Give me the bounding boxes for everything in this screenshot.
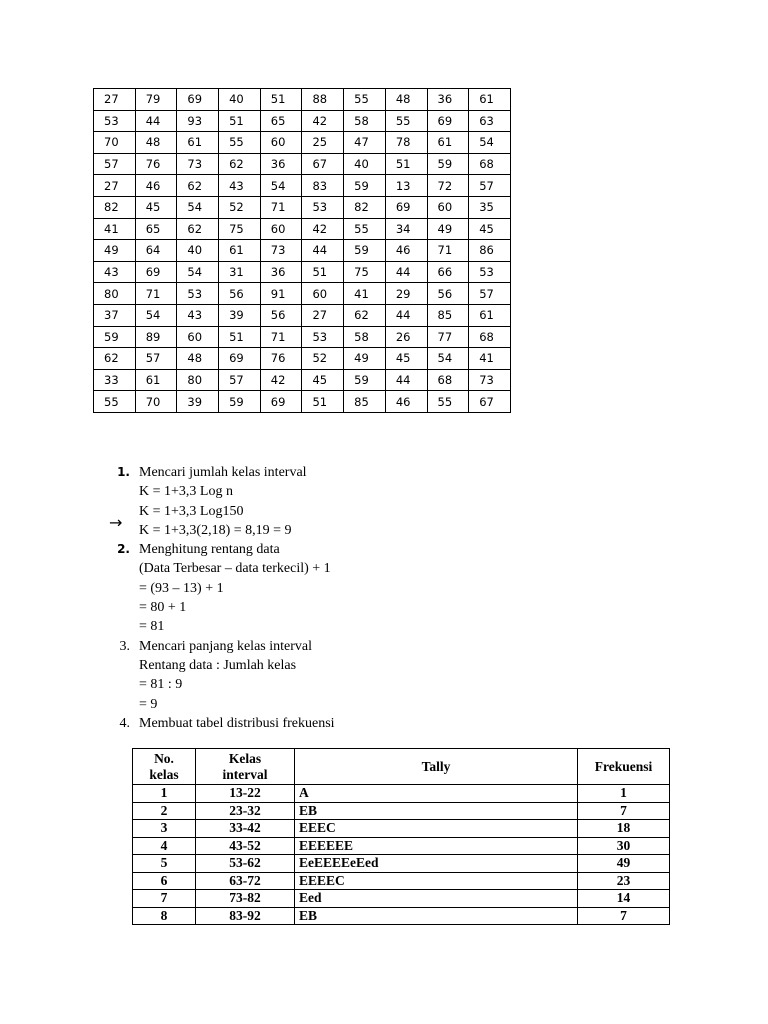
table-cell: 70: [135, 391, 177, 413]
cell-interval: 53-62: [196, 855, 295, 873]
table-cell: 41: [94, 218, 136, 240]
table-row: [94, 153, 511, 175]
table-cell: 78: [385, 132, 427, 154]
table-cell: 89: [135, 326, 177, 348]
table-cell: 54: [177, 261, 219, 283]
table-row: [133, 802, 670, 820]
cell-no: 7: [133, 890, 196, 908]
table-cell: 71: [260, 326, 302, 348]
table-row: [94, 218, 511, 240]
table-cell: 57: [94, 153, 136, 175]
table-cell: 52: [219, 196, 261, 218]
table-cell: 41: [344, 283, 386, 305]
table-cell: 56: [427, 283, 469, 305]
cell-no: 8: [133, 907, 196, 925]
table-cell: 53: [302, 196, 344, 218]
table-cell: 59: [344, 175, 386, 197]
step-line: = 80 + 1: [139, 600, 187, 616]
table-row: [94, 132, 511, 154]
table-cell: 45: [302, 369, 344, 391]
table-cell: 83: [302, 175, 344, 197]
step-line: (Data Terbesar – data terkecil) + 1: [139, 561, 331, 577]
header-text: interval: [222, 766, 268, 782]
table-cell: 42: [302, 218, 344, 240]
table-cell: 82: [94, 196, 136, 218]
table-cell: 48: [177, 348, 219, 370]
cell-tally: A: [295, 785, 578, 803]
step-number: 4.: [119, 715, 130, 731]
table-cell: 68: [469, 326, 511, 348]
table-cell: 59: [427, 153, 469, 175]
cell-frek: 7: [578, 802, 670, 820]
table-cell: 55: [344, 89, 386, 111]
table-row: [94, 196, 511, 218]
table-cell: 39: [177, 391, 219, 413]
table-cell: 56: [260, 304, 302, 326]
table-cell: 72: [427, 175, 469, 197]
table-cell: 55: [385, 110, 427, 132]
table-cell: 82: [344, 196, 386, 218]
table-cell: 53: [177, 283, 219, 305]
table-row: [94, 304, 511, 326]
table-cell: 75: [344, 261, 386, 283]
table-cell: 42: [302, 110, 344, 132]
raw-data-table: [93, 88, 511, 413]
cell-tally: EB: [295, 802, 578, 820]
table-cell: 54: [469, 132, 511, 154]
cell-tally: EB: [295, 907, 578, 925]
cell-no: 6: [133, 872, 196, 890]
cell-frek: 1: [578, 785, 670, 803]
step-line: = 9: [139, 696, 158, 712]
table-cell: 51: [302, 261, 344, 283]
steps-list: [108, 463, 528, 733]
arrow-icon: →: [109, 513, 123, 532]
table-cell: 60: [427, 196, 469, 218]
table-cell: 69: [427, 110, 469, 132]
table-cell: 33: [94, 369, 136, 391]
table-row: [133, 855, 670, 873]
table-cell: 59: [344, 369, 386, 391]
table-row: [94, 369, 511, 391]
cell-no: 3: [133, 820, 196, 838]
table-cell: 75: [219, 218, 261, 240]
step-line: = 81 : 9: [139, 677, 183, 693]
table-cell: 51: [219, 110, 261, 132]
table-row: [94, 175, 511, 197]
table-cell: 91: [260, 283, 302, 305]
table-cell: 36: [427, 89, 469, 111]
table-cell: 34: [385, 218, 427, 240]
step-line: = 81: [139, 619, 165, 635]
table-cell: 67: [302, 153, 344, 175]
table-cell: 36: [260, 261, 302, 283]
table-cell: 46: [135, 175, 177, 197]
cell-no: 1: [133, 785, 196, 803]
table-cell: 52: [302, 348, 344, 370]
table-cell: 44: [302, 240, 344, 262]
cell-no: 5: [133, 855, 196, 873]
table-cell: 26: [385, 326, 427, 348]
step-line: Mencari panjang kelas interval: [139, 638, 312, 654]
table-cell: 25: [302, 132, 344, 154]
header-no-kelas: [133, 749, 196, 785]
table-cell: 69: [135, 261, 177, 283]
table-cell: 44: [385, 304, 427, 326]
step-4: [108, 714, 528, 733]
table-cell: 56: [219, 283, 261, 305]
table-cell: 60: [260, 218, 302, 240]
table-cell: 61: [135, 369, 177, 391]
cell-tally: EEEEC: [295, 872, 578, 890]
table-cell: 69: [219, 348, 261, 370]
table-row: [94, 240, 511, 262]
table-row: [94, 348, 511, 370]
table-cell: 40: [344, 153, 386, 175]
table-cell: 59: [94, 326, 136, 348]
table-cell: 41: [469, 348, 511, 370]
header-text: No.: [154, 750, 174, 766]
cell-frek: 18: [578, 820, 670, 838]
cell-frek: 14: [578, 890, 670, 908]
step-number: 3.: [119, 638, 130, 654]
step-2: [108, 540, 528, 636]
table-cell: 67: [469, 391, 511, 413]
table-cell: 60: [260, 132, 302, 154]
table-cell: 61: [427, 132, 469, 154]
table-cell: 77: [427, 326, 469, 348]
table-cell: 62: [94, 348, 136, 370]
step-3: [108, 637, 528, 714]
cell-tally: EEEC: [295, 820, 578, 838]
table-cell: 62: [219, 153, 261, 175]
step-number: 2.: [117, 542, 130, 557]
table-cell: 55: [219, 132, 261, 154]
table-cell: 29: [385, 283, 427, 305]
table-cell: 43: [219, 175, 261, 197]
table-cell: 71: [260, 196, 302, 218]
table-cell: 44: [385, 369, 427, 391]
table-cell: 54: [135, 304, 177, 326]
table-header-row: [133, 749, 670, 785]
table-cell: 68: [427, 369, 469, 391]
cell-no: 2: [133, 802, 196, 820]
table-cell: 62: [344, 304, 386, 326]
table-cell: 85: [427, 304, 469, 326]
table-cell: 65: [135, 218, 177, 240]
table-cell: 73: [177, 153, 219, 175]
step-line: = (93 – 13) + 1: [139, 580, 224, 596]
table-cell: 45: [385, 348, 427, 370]
cell-interval: 83-92: [196, 907, 295, 925]
step-line: K = 1+3,3(2,18) = 8,19 = 9: [139, 522, 292, 538]
table-cell: 69: [177, 89, 219, 111]
table-cell: 42: [260, 369, 302, 391]
table-cell: 36: [260, 153, 302, 175]
table-cell: 49: [94, 240, 136, 262]
step-line: Membuat tabel distribusi frekuensi: [139, 715, 335, 731]
table-cell: 51: [385, 153, 427, 175]
table-cell: 63: [469, 110, 511, 132]
table-cell: 61: [219, 240, 261, 262]
table-cell: 44: [135, 110, 177, 132]
table-cell: 45: [135, 196, 177, 218]
table-cell: 61: [469, 89, 511, 111]
table-cell: 53: [94, 110, 136, 132]
table-cell: 76: [135, 153, 177, 175]
cell-no: 4: [133, 837, 196, 855]
table-cell: 58: [344, 326, 386, 348]
table-cell: 60: [302, 283, 344, 305]
cell-interval: 63-72: [196, 872, 295, 890]
step-line: K = 1+3,3 Log n: [139, 484, 233, 500]
table-cell: 27: [94, 175, 136, 197]
table-cell: 58: [344, 110, 386, 132]
table-cell: 86: [469, 240, 511, 262]
table-cell: 68: [469, 153, 511, 175]
table-cell: 57: [219, 369, 261, 391]
table-cell: 48: [135, 132, 177, 154]
table-cell: 73: [260, 240, 302, 262]
table-cell: 70: [94, 132, 136, 154]
table-cell: 54: [260, 175, 302, 197]
table-cell: 46: [385, 240, 427, 262]
table-cell: 62: [177, 175, 219, 197]
table-cell: 80: [94, 283, 136, 305]
table-cell: 59: [219, 391, 261, 413]
step-line: K = 1+3,3 Log150: [139, 503, 244, 519]
header-text: Kelas: [228, 750, 262, 766]
cell-interval: 43-52: [196, 837, 295, 855]
table-row: [94, 326, 511, 348]
table-cell: 71: [135, 283, 177, 305]
table-cell: 69: [260, 391, 302, 413]
table-cell: 55: [94, 391, 136, 413]
cell-interval: 23-32: [196, 802, 295, 820]
table-cell: 27: [302, 304, 344, 326]
table-cell: 76: [260, 348, 302, 370]
table-cell: 46: [385, 391, 427, 413]
table-row: [133, 907, 670, 925]
cell-frek: 7: [578, 907, 670, 925]
table-cell: 39: [219, 304, 261, 326]
table-cell: 54: [177, 196, 219, 218]
table-cell: 54: [427, 348, 469, 370]
table-cell: 51: [260, 89, 302, 111]
table-cell: 93: [177, 110, 219, 132]
table-cell: 49: [427, 218, 469, 240]
table-cell: 59: [344, 240, 386, 262]
table-cell: 44: [385, 261, 427, 283]
table-row: [133, 890, 670, 908]
header-frekuensi: Frekuensi: [578, 749, 670, 785]
table-row: [94, 89, 511, 111]
table-cell: 88: [302, 89, 344, 111]
step-number: 1.: [117, 465, 130, 479]
step-line: Menghitung rentang data: [139, 542, 280, 558]
table-cell: 85: [344, 391, 386, 413]
cell-interval: 13-22: [196, 785, 295, 803]
table-row: [94, 391, 511, 413]
table-cell: 49: [344, 348, 386, 370]
table-cell: 65: [260, 110, 302, 132]
table-cell: 80: [177, 369, 219, 391]
table-cell: 71: [427, 240, 469, 262]
table-row: [133, 785, 670, 803]
table-row: [94, 261, 511, 283]
table-cell: 51: [302, 391, 344, 413]
table-cell: 62: [177, 218, 219, 240]
cell-frek: 23: [578, 872, 670, 890]
step-line: Rentang data : Jumlah kelas: [139, 657, 297, 673]
table-cell: 40: [177, 240, 219, 262]
table-cell: 64: [135, 240, 177, 262]
step-line: Mencari jumlah kelas interval: [139, 465, 307, 480]
header-text: kelas: [149, 766, 179, 782]
cell-interval: 73-82: [196, 890, 295, 908]
table-cell: 73: [469, 369, 511, 391]
table-cell: 60: [177, 326, 219, 348]
table-cell: 13: [385, 175, 427, 197]
step-1: [108, 463, 528, 540]
table-cell: 57: [469, 283, 511, 305]
table-cell: 37: [94, 304, 136, 326]
header-kelas-interval: [196, 749, 295, 785]
cell-frek: 49: [578, 855, 670, 873]
table-cell: 53: [302, 326, 344, 348]
table-row: [133, 837, 670, 855]
cell-frek: 30: [578, 837, 670, 855]
table-cell: 69: [385, 196, 427, 218]
table-cell: 27: [94, 89, 136, 111]
table-row: [94, 283, 511, 305]
table-cell: 61: [469, 304, 511, 326]
table-cell: 79: [135, 89, 177, 111]
table-cell: 48: [385, 89, 427, 111]
table-cell: 31: [219, 261, 261, 283]
table-cell: 35: [469, 196, 511, 218]
frequency-distribution-table: [132, 748, 670, 925]
cell-tally: EEEEEE: [295, 837, 578, 855]
table-cell: 43: [177, 304, 219, 326]
table-cell: 53: [469, 261, 511, 283]
cell-tally: EeEEEEeEed: [295, 855, 578, 873]
table-row: [133, 820, 670, 838]
cell-interval: 33-42: [196, 820, 295, 838]
table-cell: 43: [94, 261, 136, 283]
table-cell: 55: [344, 218, 386, 240]
table-cell: 47: [344, 132, 386, 154]
table-cell: 57: [135, 348, 177, 370]
table-cell: 57: [469, 175, 511, 197]
header-tally: Tally: [295, 749, 578, 785]
table-cell: 55: [427, 391, 469, 413]
table-cell: 40: [219, 89, 261, 111]
table-row: [133, 872, 670, 890]
cell-tally: Eed: [295, 890, 578, 908]
table-cell: 45: [469, 218, 511, 240]
table-cell: 66: [427, 261, 469, 283]
table-cell: 61: [177, 132, 219, 154]
table-cell: 51: [219, 326, 261, 348]
table-row: [94, 110, 511, 132]
